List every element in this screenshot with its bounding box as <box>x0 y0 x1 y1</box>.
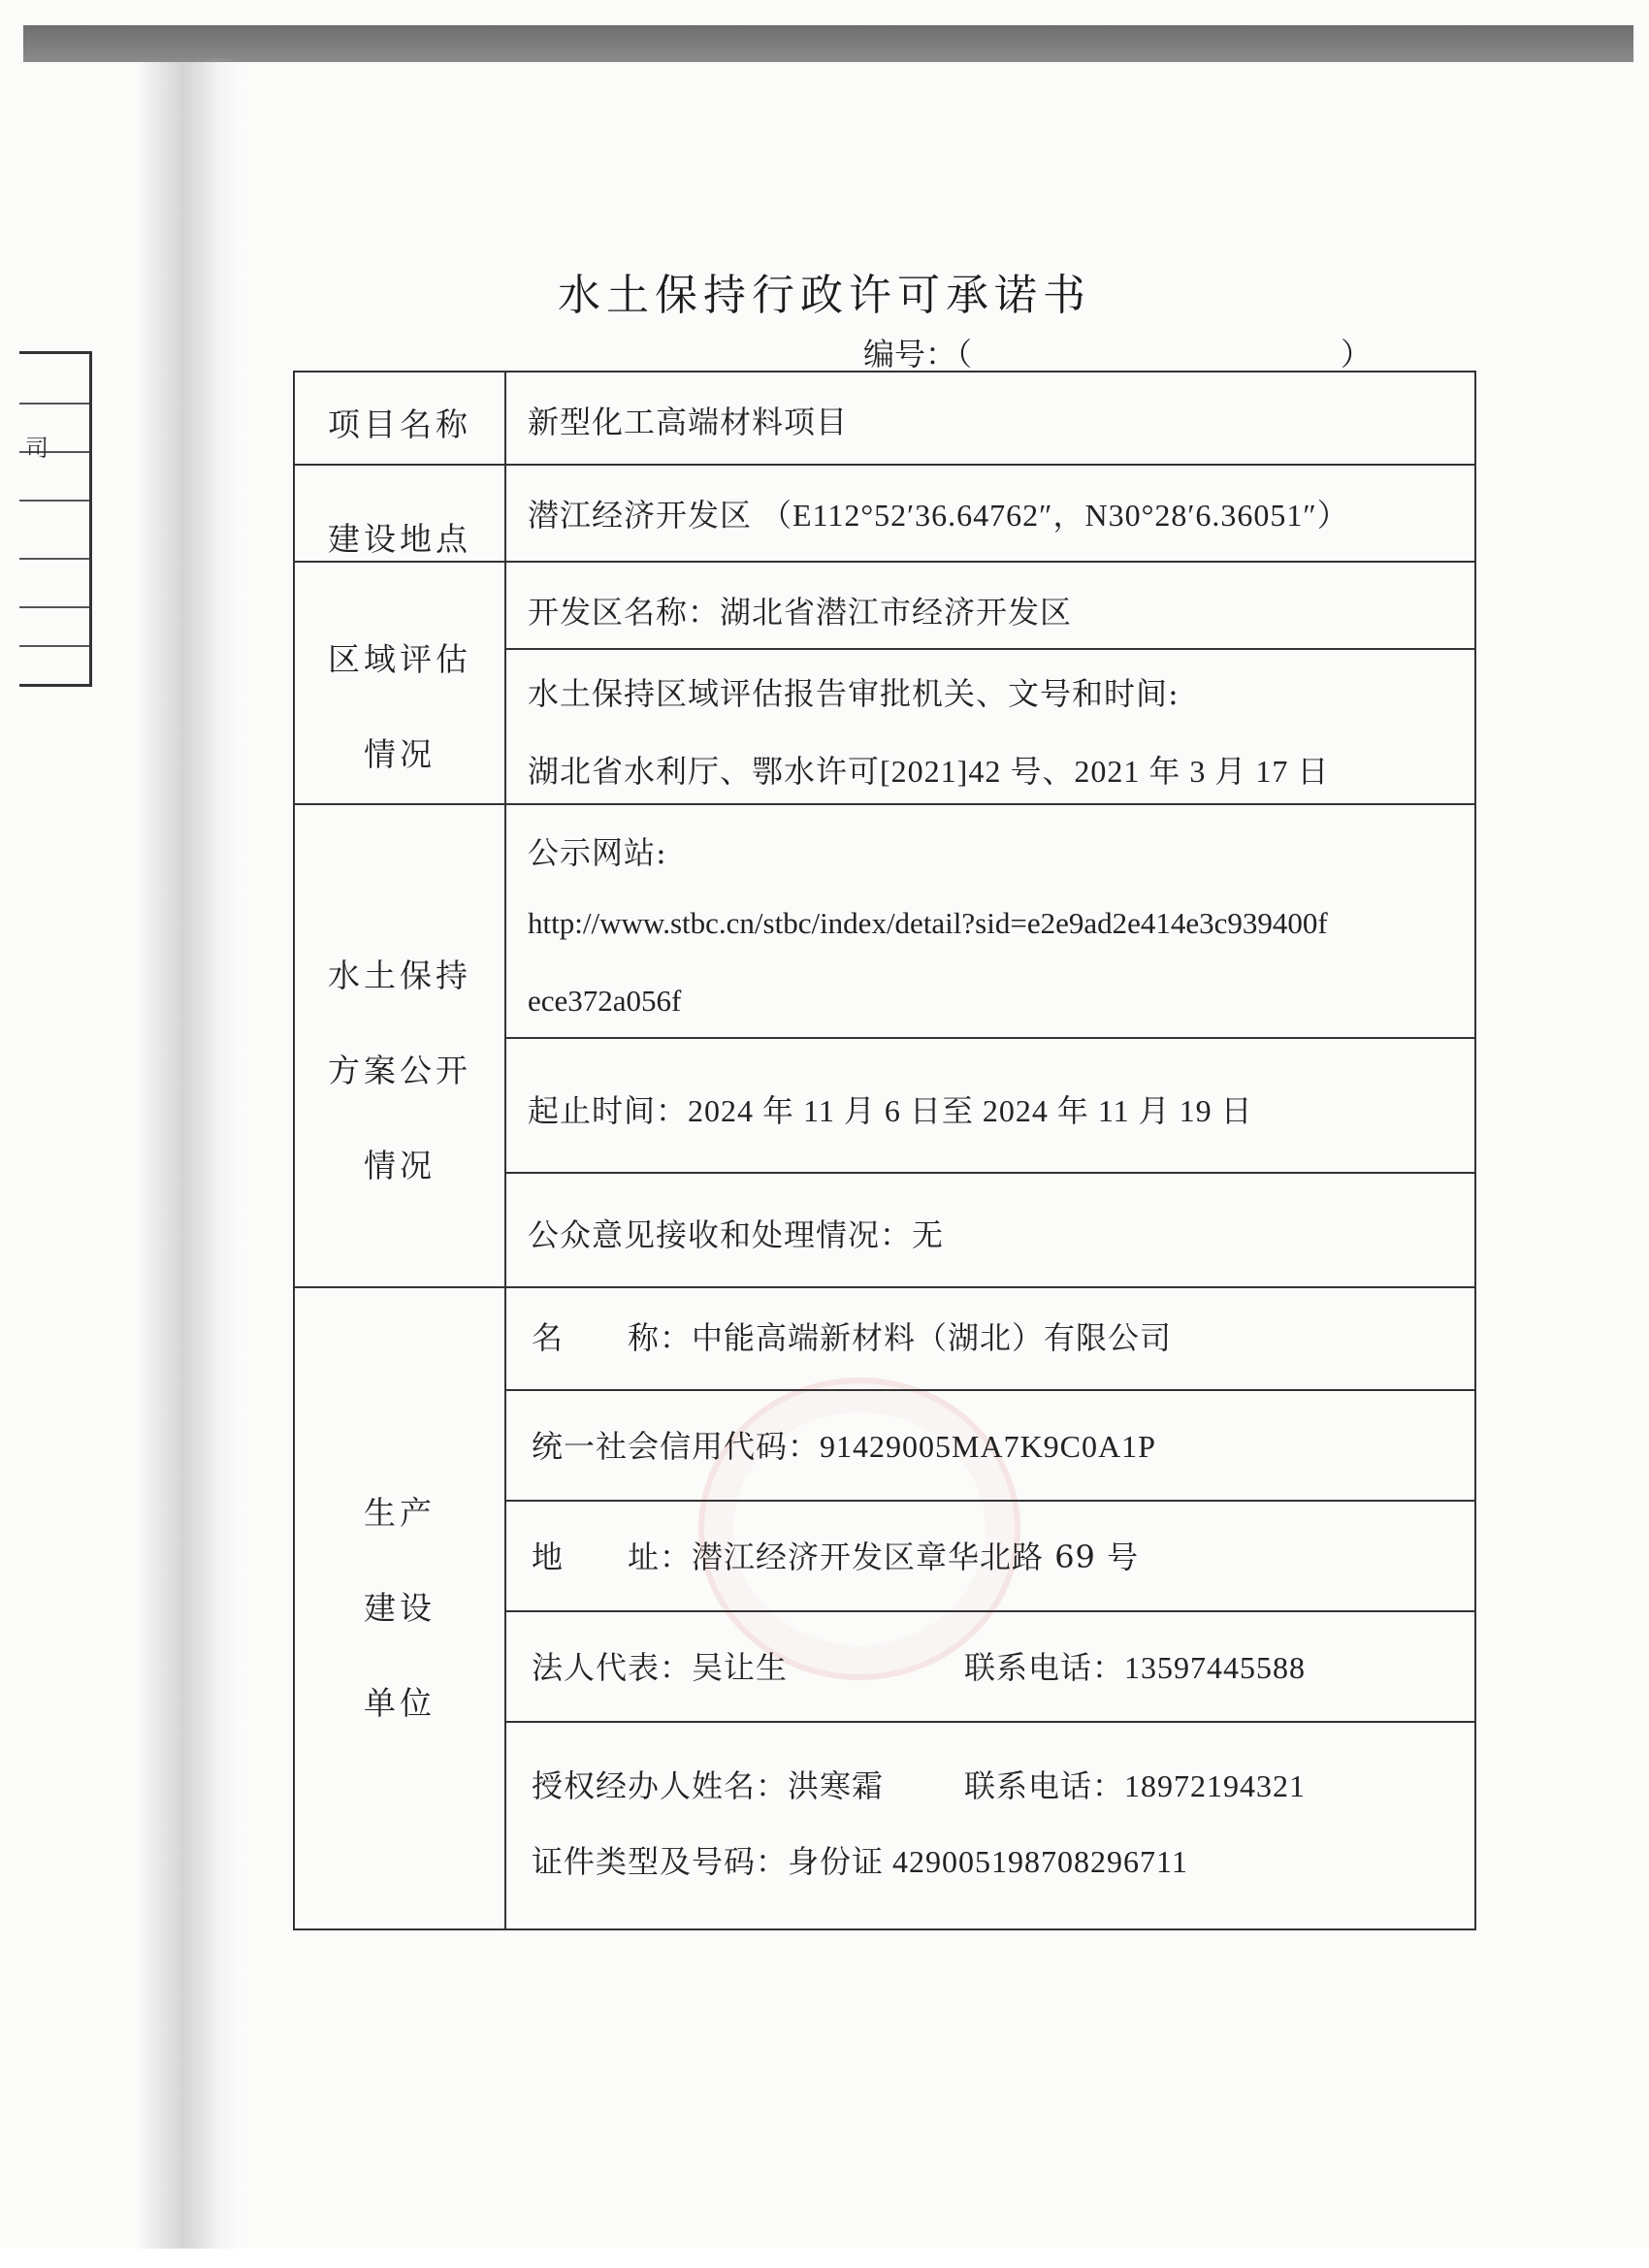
location-label: 建设地点 <box>328 520 471 558</box>
scan-binding-shadow <box>136 58 242 2268</box>
subrow-divider <box>504 1721 1476 1723</box>
row-divider <box>295 1286 1476 1288</box>
subrow-divider <box>504 1172 1476 1174</box>
company-name <box>532 1313 1172 1358</box>
page-title: 水土保持行政许可承诺书 <box>558 271 1091 320</box>
number-label: 编号：（ <box>863 336 973 373</box>
website-url-line1: http://www.stbc.cn/stbc/index/detail?sid=e2e9ad2e414e3c939400f <box>528 906 1328 940</box>
company-name-value: 中能高端新材料（湖北）有限公司 <box>692 1319 1173 1356</box>
regional-assessment-label-line2: 情况 <box>364 735 436 773</box>
scan-top-shadow <box>23 25 1633 62</box>
id-document-info: 证件类型及号码：身份证 429005198708296711 <box>532 1844 1188 1879</box>
authorized-agent-name: 授权经办人姓名：洪寒霜 <box>532 1767 885 1804</box>
legal-representative: 法人代表：吴让生 <box>532 1649 789 1686</box>
project-name-label: 项目名称 <box>328 405 471 443</box>
subrow-divider <box>504 1500 1476 1502</box>
scan-bottom-edge <box>0 2249 1649 2268</box>
plan-disclosure-label-line1: 水土保持 <box>328 956 471 994</box>
subrow-divider <box>504 1389 1476 1391</box>
subrow-divider <box>504 1610 1476 1612</box>
location-value: 潜江经济开发区 （E112°52′36.64762″，N30°28′6.36051″） <box>528 498 1349 533</box>
producer-label-line2: 建设 <box>364 1589 436 1627</box>
approval-heading: 水土保持区域评估报告审批机关、文号和时间: <box>528 675 1180 712</box>
producer-label-line1: 生产 <box>364 1494 436 1532</box>
approval-value: 湖北省水利厅、鄂水许可[2021]42 号、2021 年 3 月 17 日 <box>528 754 1330 789</box>
number-close: ） <box>1341 336 1373 373</box>
previous-page-text-fragment: 司 <box>25 435 48 462</box>
address-value: 潜江经济开发区章华北路 69 号 <box>692 1539 1140 1575</box>
previous-page-table-fragment <box>19 351 92 687</box>
legal-representative-phone: 联系电话：13597445588 <box>964 1650 1307 1685</box>
company-address <box>532 1533 1139 1577</box>
column-divider <box>504 373 506 1930</box>
row-divider <box>295 561 1476 563</box>
website-url-line2: ece372a056f <box>528 984 682 1018</box>
company-name-label: 名 称： <box>532 1319 693 1356</box>
regional-assessment-label-line1: 区域评估 <box>328 640 471 678</box>
address-label: 地 址： <box>532 1539 693 1575</box>
row-divider <box>295 464 1476 466</box>
subrow-divider <box>504 648 1476 650</box>
public-opinion: 公众意见接收和处理情况：无 <box>528 1216 945 1253</box>
disclosure-period: 起止时间：2024 年 11 月 6 日至 2024 年 11 月 19 日 <box>528 1093 1253 1128</box>
subrow-divider <box>504 1037 1476 1039</box>
commitment-table <box>293 371 1476 1930</box>
development-zone-name: 开发区名称：湖北省潜江市经济开发区 <box>528 594 1073 631</box>
row-divider <box>295 803 1476 805</box>
plan-disclosure-label-line2: 方案公开 <box>328 1052 471 1089</box>
credit-code: 统一社会信用代码：91429005MA7K9C0A1P <box>532 1429 1156 1464</box>
project-name-value: 新型化工高端材料项目 <box>528 404 849 440</box>
website-label: 公示网站: <box>528 834 667 871</box>
authorized-agent-phone: 联系电话：18972194321 <box>964 1768 1307 1803</box>
producer-label-line3: 单位 <box>364 1684 436 1722</box>
document-number <box>863 330 1372 374</box>
plan-disclosure-label-line3: 情况 <box>364 1147 436 1184</box>
